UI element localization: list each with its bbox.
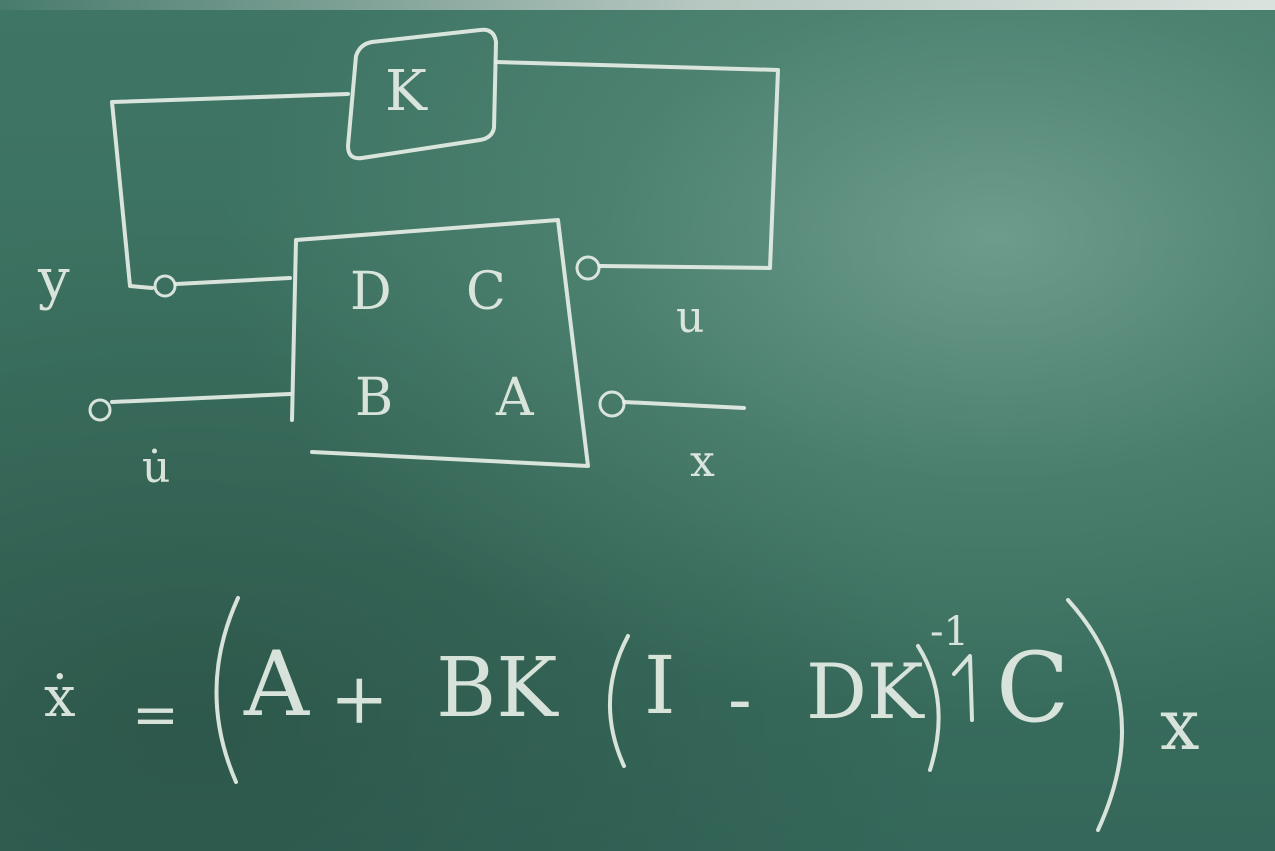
signal-label-u-dot: u̇ [142,442,171,493]
signal-label-x: x [690,436,715,487]
inverse-exponent-mark [954,656,972,720]
equation-term-i: I [644,639,676,732]
x-terminal [600,392,624,416]
equation-trailing-x: x [1160,684,1200,766]
equation-term-dk: DK [806,647,924,736]
wire-k-to-y [112,94,348,288]
equation-lhs: ẋ [44,665,76,730]
equation-term-bk: BK [436,641,558,736]
signal-label-y: y [38,247,70,312]
paren-close-outer [1068,600,1122,830]
equation-plus: + [330,658,389,740]
u-dot-terminal [90,400,110,420]
block-label-a: A [496,368,534,428]
equation-inverse-exponent: -1 [930,609,969,655]
paren-open-outer [216,598,238,782]
wire-x-output [624,402,744,408]
wire-k-to-u [496,62,778,268]
y-terminal [155,276,175,296]
block-label-b: B [355,368,394,428]
signal-label-u: u [676,292,705,343]
block-label-d: D [350,262,392,322]
k-block-label: K [385,59,427,124]
equation-term-a: A [244,632,309,737]
wire-input-to-block [112,394,290,402]
wire-y-to-block [176,278,290,284]
plant-block-outline [292,220,588,466]
equation-minus: - [728,658,752,740]
u-terminal [577,257,599,279]
equation-equals: = [132,683,179,748]
block-label-c: C [466,262,506,322]
paren-open-inner [610,636,628,766]
equation-term-c: C [996,632,1070,744]
